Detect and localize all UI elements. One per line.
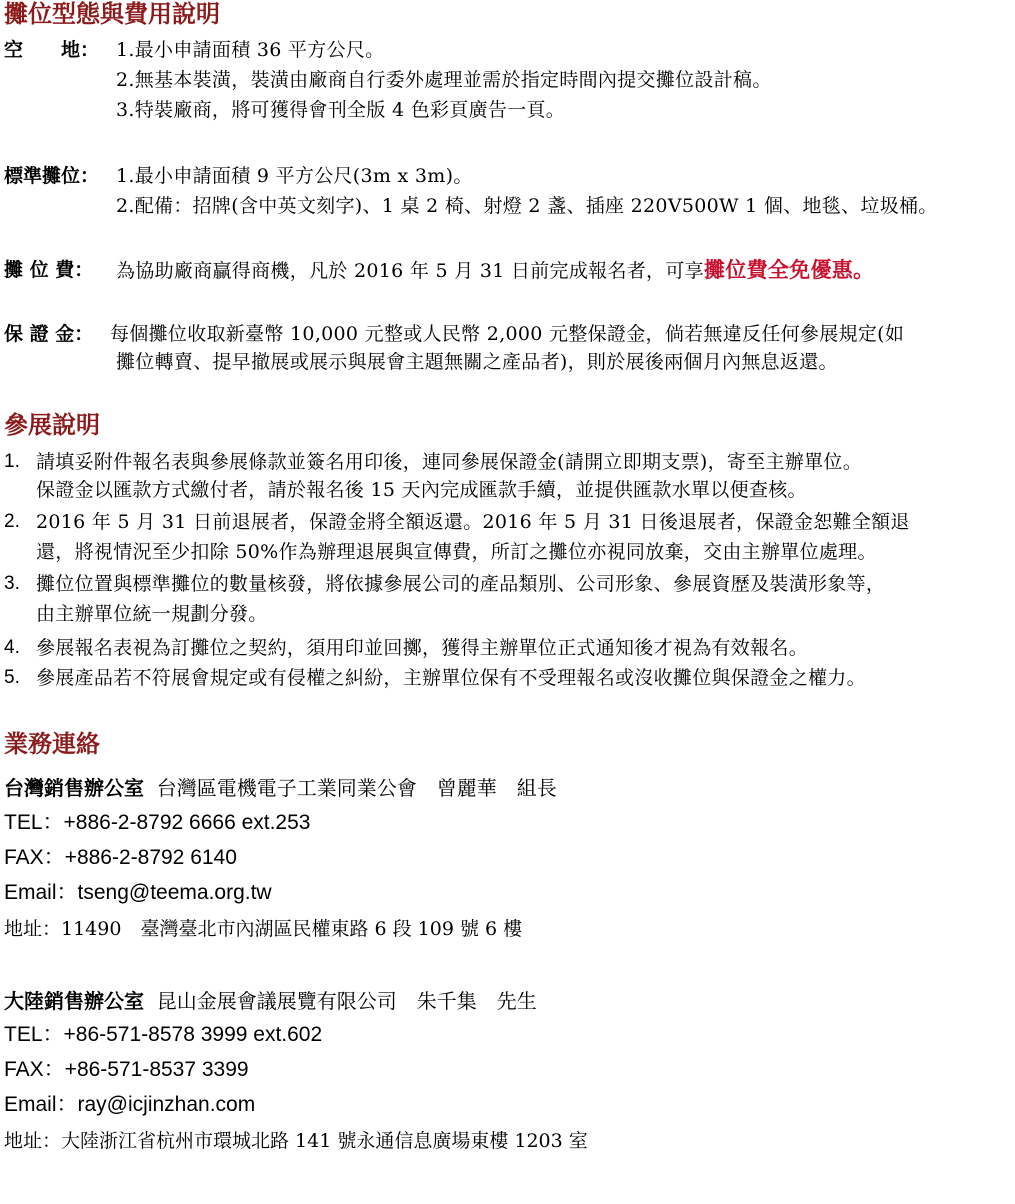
- mainland-email[interactable]: Email：ray@icjinzhan.com: [4, 1093, 256, 1116]
- space-item-1: 1.最小申請面積 36 平方公尺。: [116, 39, 385, 61]
- item-5-number: 5.: [4, 667, 20, 688]
- taiwan-office-header: [4, 774, 557, 802]
- mainland-office-header: [4, 987, 537, 1015]
- taiwan-email[interactable]: Email：tseng@teema.org.tw: [4, 881, 272, 904]
- item-2-line-1: 2016 年 5 月 31 日前退展者，保證金將全額返還。2016 年 5 月 31 日後退展者，保證金恕難全額退: [36, 511, 910, 533]
- taiwan-tel: TEL：+886-2-8792 6666 ext.253: [4, 811, 311, 834]
- standard-item-1: 1.最小申請面積 9 平方公尺(3m x 3m)。: [116, 165, 473, 187]
- taiwan-fax: FAX：+886-2-8792 6140: [4, 846, 237, 869]
- item-5-line-1: 參展產品若不符展會規定或有侵權之糾紛，主辦單位保有不受理報名或沒收攤位與保證金之權力。: [36, 667, 866, 689]
- item-1-number: 1.: [4, 451, 20, 472]
- booth-fee-body: 為協助廠商贏得商機，凡於 2016 年 5 月 31 日前完成報名者，可享: [116, 260, 704, 282]
- item-2-number: 2.: [4, 511, 20, 532]
- taiwan-office-org: 台灣區電機電子工業同業公會 曾麗華 組長: [156, 776, 557, 800]
- space-item-2: 2.無基本裝潢，裝潢由廠商自行委外處理並需於指定時間內提交攤位設計稿。: [116, 69, 772, 91]
- booth-fee-label: 攤 位 費：: [4, 259, 94, 281]
- mainland-office-name: 大陸銷售辦公室: [4, 989, 144, 1013]
- item-1-line-2: 保證金以匯款方式繳付者，請於報名後 15 天內完成匯款手續，並提供匯款水單以便查核。: [36, 479, 807, 501]
- mainland-fax: FAX：+86-571-8537 3399: [4, 1058, 249, 1081]
- taiwan-address: 地址：11490 臺灣臺北市內湖區民權東路 6 段 109 號 6 樓: [4, 918, 523, 940]
- mainland-office-org: 昆山金展會議展覽有限公司 朱千集 先生: [156, 989, 537, 1013]
- item-1-line-1: 請填妥附件報名表與參展條款並簽名用印後，連同參展保證金(請開立即期支票)，寄至主辦單位。: [36, 451, 863, 473]
- item-3-line-1: 攤位位置與標準攤位的數量核發，將依據參展公司的產品類別、公司形象、參展資歷及裝潢形象等，: [36, 573, 886, 595]
- item-3-line-2: 由主辦單位統一規劃分發。: [36, 603, 268, 625]
- booth-fee-text: [116, 257, 874, 284]
- section-title-contacts: 業務連絡: [4, 729, 100, 758]
- deposit-label: 保 證 金：: [4, 323, 94, 345]
- standard-booth-label: 標準攤位：: [4, 165, 100, 187]
- booth-fee-highlight: 攤位費全免優惠。: [703, 257, 875, 282]
- item-3-number: 3.: [4, 573, 20, 594]
- standard-item-2: 2.配備：招牌(含中英文刻字)、1 桌 2 椅、射燈 2 盞、插座 220V500W 1 個、地毯、垃圾桶。: [116, 195, 938, 217]
- deposit-line-2: 攤位轉賣、提早撤展或展示與展會主題無關之產品者)，則於展後兩個月內無息返還。: [116, 351, 838, 373]
- section-title-booth-types: 攤位型態與費用說明: [4, 0, 220, 28]
- item-4-number: 4.: [4, 637, 20, 658]
- section-title-participation: 參展說明: [4, 410, 100, 439]
- mainland-address: 地址：大陸浙江省杭州市環城北路 141 號永通信息廣場東樓 1203 室: [4, 1130, 588, 1152]
- space-item-3: 3.特裝廠商，將可獲得會刊全版 4 色彩頁廣告一頁。: [116, 99, 566, 121]
- taiwan-office-name: 台灣銷售辦公室: [4, 776, 144, 800]
- item-4-line-1: 參展報名表視為訂攤位之契約，須用印並回擲，獲得主辦單位正式通知後才視為有效報名。: [36, 637, 809, 659]
- deposit-line-1: 每個攤位收取新臺幣 10,000 元整或人民幣 2,000 元整保證金，倘若無違反任何參展規定(如: [110, 323, 905, 345]
- item-2-line-2: 還，將視情況至少扣除 50%作為辦理退展與宣傳費，所訂之攤位亦視同放棄，交由主辦單位處理。: [36, 541, 877, 563]
- space-label: 空 地：: [4, 39, 100, 61]
- mainland-tel: TEL：+86-571-8578 3999 ext.602: [4, 1023, 323, 1046]
